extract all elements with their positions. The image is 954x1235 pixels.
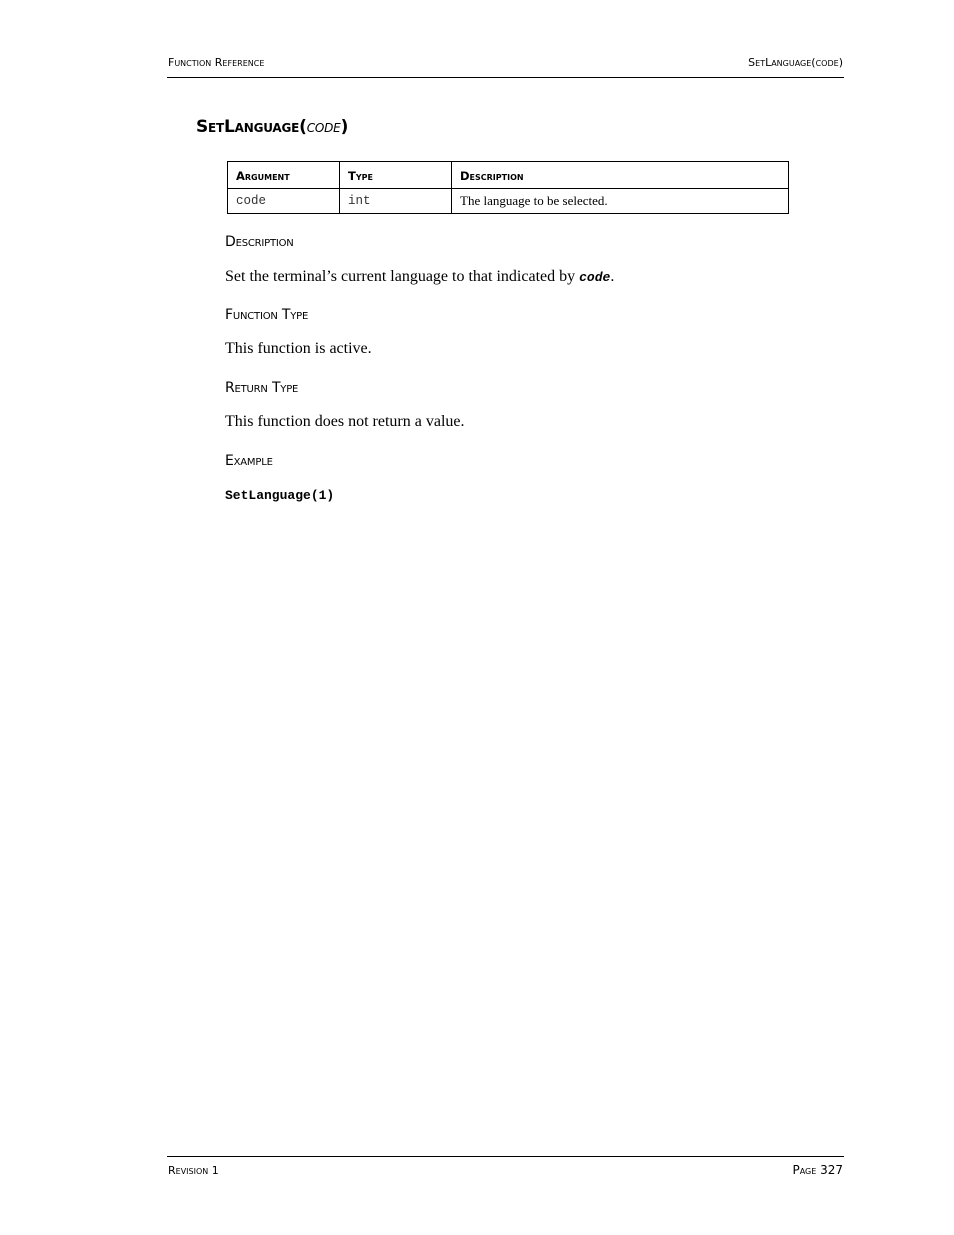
function-type-text: This function is active. (225, 340, 372, 357)
function-type-heading: Function Type (225, 307, 309, 323)
header-argument: Argument (228, 162, 340, 189)
function-title-param: code (306, 117, 341, 137)
function-title-close: ) (340, 117, 349, 137)
header-function-name: SetLanguage(code) (748, 56, 843, 69)
cell-argument: code (228, 189, 340, 214)
function-title-name: SetLanguage( (196, 117, 307, 137)
header-section-title: Function Reference (168, 56, 265, 69)
footer-page-number: Page 327 (792, 1163, 843, 1177)
header-type: Type (340, 162, 452, 189)
example-heading: Example (225, 453, 273, 469)
return-type-heading: Return Type (225, 380, 299, 396)
cell-type: int (340, 189, 452, 214)
description-text-end: . (610, 268, 615, 285)
description-text (225, 268, 614, 286)
table-row (228, 189, 789, 214)
description-text-main: Set the terminal’s current language to that indicated by (225, 268, 580, 285)
header-description: Description (452, 162, 789, 189)
cell-description: The language to be selected. (452, 189, 789, 214)
return-type-text: This function does not return a value. (225, 413, 465, 430)
arguments-table (227, 161, 789, 214)
page-footer (167, 1156, 844, 1177)
description-heading: Description (225, 234, 294, 250)
description-code: code (579, 270, 611, 285)
footer-revision: Revision 1 (168, 1164, 219, 1177)
example-code: SetLanguage(1) (225, 488, 335, 503)
table-header-row (228, 162, 789, 189)
function-title (196, 117, 348, 137)
page-header (167, 56, 844, 78)
